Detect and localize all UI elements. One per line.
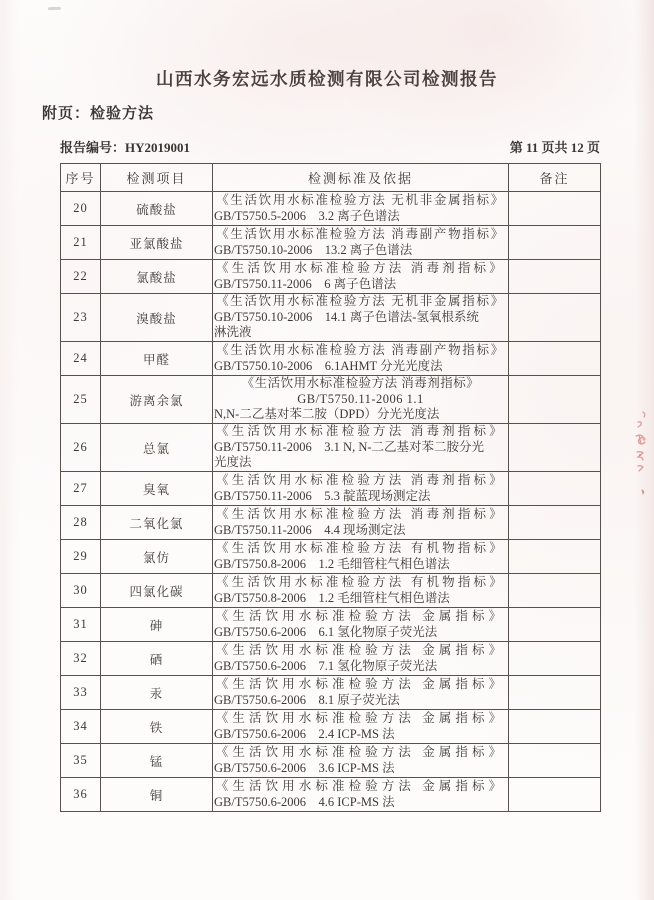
- standard-line: GB/T5750.11-2006 4.4 现场测定法: [214, 522, 406, 537]
- cell-item: 氯酸盐: [101, 260, 213, 294]
- table-row: [61, 608, 601, 642]
- cell-seq: 21: [61, 226, 101, 260]
- standard-line: 《生活饮用水标准检验方法 消毒剂指标》: [216, 261, 505, 275]
- cell-note: [509, 744, 601, 778]
- cell-standard: [213, 260, 509, 294]
- cell-note: [509, 260, 601, 294]
- report-number: 报告编号：HY2019001: [60, 140, 191, 155]
- header-note: 备注: [509, 164, 601, 192]
- cell-seq: 28: [61, 506, 101, 540]
- cell-seq: 31: [61, 608, 101, 642]
- cell-item: 甲醛: [101, 342, 213, 376]
- table-row: [61, 574, 601, 608]
- cell-seq: 34: [61, 710, 101, 744]
- table-row: [61, 642, 601, 676]
- standard-line: GB/T5750.5-2006 3.2 离子色谱法: [214, 208, 400, 223]
- table-row: [61, 506, 601, 540]
- table-row: [61, 744, 601, 778]
- page-title: 山西水务宏远水质检测有限公司检测报告: [156, 69, 498, 89]
- standard-line: 《生活饮用水标准检验方法 消毒副产物指标》: [216, 227, 505, 241]
- table-row: [61, 294, 601, 342]
- table-row: [61, 676, 601, 710]
- table-row: [61, 710, 601, 744]
- standard-line: GB/T5750.10-2006 13.2 离子色谱法: [214, 242, 413, 257]
- cell-standard: [213, 540, 509, 574]
- cell-standard: [213, 424, 509, 472]
- standard-line: 《生活饮用水标准检验方法 无机非金属指标》: [216, 193, 505, 207]
- standard-line: GB/T5750.6-2006 6.1 氢化物原子荧光法: [214, 624, 438, 639]
- cell-item: 二氧化氯: [101, 506, 213, 540]
- table-row: [61, 260, 601, 294]
- standard-line: 《生活饮用水标准检验方法 无机非金属指标》: [216, 294, 505, 309]
- table-row: [61, 342, 601, 376]
- table-row: [61, 472, 601, 506]
- cell-standard: [213, 506, 509, 540]
- header-seq: 序号: [61, 164, 101, 192]
- table-row: [61, 192, 601, 226]
- cell-item: 铁: [101, 710, 213, 744]
- red-handwriting-marks: [629, 406, 653, 506]
- standard-line: 光度法: [214, 455, 252, 470]
- standard-line: GB/T5750.10-2006 14.1 离子色谱法-氢氧根系统: [214, 309, 479, 324]
- cell-note: [509, 574, 601, 608]
- cell-note: [509, 710, 601, 744]
- cell-standard: [213, 744, 509, 778]
- cell-standard: [213, 608, 509, 642]
- cell-standard: [213, 376, 509, 424]
- standard-line: 《生活饮用水标准检验方法 金属指标》: [215, 779, 506, 793]
- standard-line: GB/T5750.6-2006 3.6 ICP-MS 法: [214, 760, 395, 775]
- standard-line: GB/T5750.11-2006 1.1: [297, 391, 424, 406]
- cell-item: 总氯: [101, 424, 213, 472]
- header-standard: 检测标准及依据: [213, 164, 509, 192]
- cell-item: 氯仿: [101, 540, 213, 574]
- cell-item: 溴酸盐: [101, 294, 213, 342]
- cell-note: [509, 540, 601, 574]
- cell-item: 四氯化碳: [101, 574, 213, 608]
- cell-item: 锰: [101, 744, 213, 778]
- methods-table: [60, 163, 601, 812]
- table-row: [61, 540, 601, 574]
- cell-note: [509, 506, 601, 540]
- cell-seq: 32: [61, 642, 101, 676]
- standard-line: GB/T5750.11-2006 6 离子色谱法: [214, 276, 397, 291]
- cell-seq: 26: [61, 424, 101, 472]
- cell-item: 硒: [101, 642, 213, 676]
- standard-line: GB/T5750.6-2006 4.6 ICP-MS 法: [214, 794, 395, 809]
- standard-line: GB/T5750.6-2006 8.1 原子荧光法: [214, 692, 400, 707]
- cell-seq: 33: [61, 676, 101, 710]
- scan-smudge: [48, 7, 61, 10]
- cell-seq: 27: [61, 472, 101, 506]
- table-body: [61, 192, 601, 812]
- standard-line: 《生活饮用水标准检验方法 金属指标》: [215, 609, 506, 623]
- cell-item: 亚氯酸盐: [101, 226, 213, 260]
- standard-line: N,N-二乙基对苯二胺（DPD）分光光度法: [214, 407, 440, 422]
- standard-line: 《生活饮用水标准检验方法 消毒剂指标》: [216, 507, 505, 521]
- standard-line: 《生活饮用水标准检验方法 金属指标》: [215, 745, 506, 759]
- cell-standard: [213, 472, 509, 506]
- cell-note: [509, 376, 601, 424]
- standard-line: GB/T5750.11-2006 3.1 N, N-二乙基对苯二胺分光: [214, 439, 485, 454]
- cell-note: [509, 226, 601, 260]
- cell-note: [509, 192, 601, 226]
- cell-seq: 23: [61, 294, 101, 342]
- standard-line: GB/T5750.8-2006 1.2 毛细管柱气相色谱法: [214, 590, 450, 605]
- cell-item: 铜: [101, 778, 213, 812]
- cell-note: [509, 642, 601, 676]
- standard-line: 淋洗液: [214, 325, 252, 340]
- cell-item: 臭氧: [101, 472, 213, 506]
- standard-line: GB/T5750.10-2006 6.1AHMT 分光光度法: [214, 358, 443, 373]
- standard-line: 《生活饮用水标准检验方法 金属指标》: [215, 711, 506, 725]
- standard-line: 《生活饮用水标准检验方法 消毒剂指标》: [216, 424, 505, 439]
- cell-standard: [213, 226, 509, 260]
- cell-standard: [213, 676, 509, 710]
- cell-standard: [213, 642, 509, 676]
- cell-note: [509, 424, 601, 472]
- cell-seq: 24: [61, 342, 101, 376]
- cell-seq: 35: [61, 744, 101, 778]
- cell-note: [509, 342, 601, 376]
- standard-line: GB/T5750.6-2006 7.1 氢化物原子荧光法: [214, 658, 438, 673]
- cell-seq: 25: [61, 376, 101, 424]
- cell-seq: 20: [61, 192, 101, 226]
- standard-line: GB/T5750.11-2006 5.3 靛蓝现场测定法: [214, 488, 431, 503]
- cell-standard: [213, 294, 509, 342]
- cell-note: [509, 472, 601, 506]
- cell-note: [509, 294, 601, 342]
- cell-seq: 22: [61, 260, 101, 294]
- standard-line: GB/T5750.8-2006 1.2 毛细管柱气相色谱法: [214, 556, 450, 571]
- standard-line: 《生活饮用水标准检验方法 消毒剂指标》: [216, 473, 505, 487]
- cell-item: 汞: [101, 676, 213, 710]
- table-row: [61, 376, 601, 424]
- cell-standard: [213, 342, 509, 376]
- cell-seq: 36: [61, 778, 101, 812]
- cell-note: [509, 608, 601, 642]
- standard-line: 《生活饮用水标准检验方法 有机物指标》: [216, 541, 505, 555]
- cell-seq: 29: [61, 540, 101, 574]
- cell-standard: [213, 710, 509, 744]
- appendix-subtitle: 附页：检验方法: [42, 106, 155, 122]
- standard-line: 《生活饮用水标准检验方法 金属指标》: [215, 677, 506, 691]
- cell-item: 硫酸盐: [101, 192, 213, 226]
- cell-standard: [213, 778, 509, 812]
- table-header-row: [61, 164, 601, 192]
- table-row: [61, 226, 601, 260]
- header-item: 检测项目: [101, 164, 213, 192]
- cell-standard: [213, 192, 509, 226]
- page-indicator: 第 11 页共 12 页: [509, 140, 600, 155]
- table-row: [61, 424, 601, 472]
- standard-line: GB/T5750.6-2006 2.4 ICP-MS 法: [214, 726, 395, 741]
- meta-row: [60, 137, 600, 156]
- cell-seq: 30: [61, 574, 101, 608]
- standard-line: 《生活饮用水标准检验方法 消毒剂指标》: [241, 376, 480, 391]
- standard-line: 《生活饮用水标准检验方法 有机物指标》: [216, 575, 505, 589]
- table-row: [61, 778, 601, 812]
- cell-item: 游离余氯: [101, 376, 213, 424]
- cell-standard: [213, 574, 509, 608]
- cell-note: [509, 778, 601, 812]
- standard-line: 《生活饮用水标准检验方法 消毒副产物指标》: [216, 343, 505, 357]
- cell-note: [509, 676, 601, 710]
- cell-item: 砷: [101, 608, 213, 642]
- standard-line: 《生活饮用水标准检验方法 金属指标》: [215, 643, 506, 657]
